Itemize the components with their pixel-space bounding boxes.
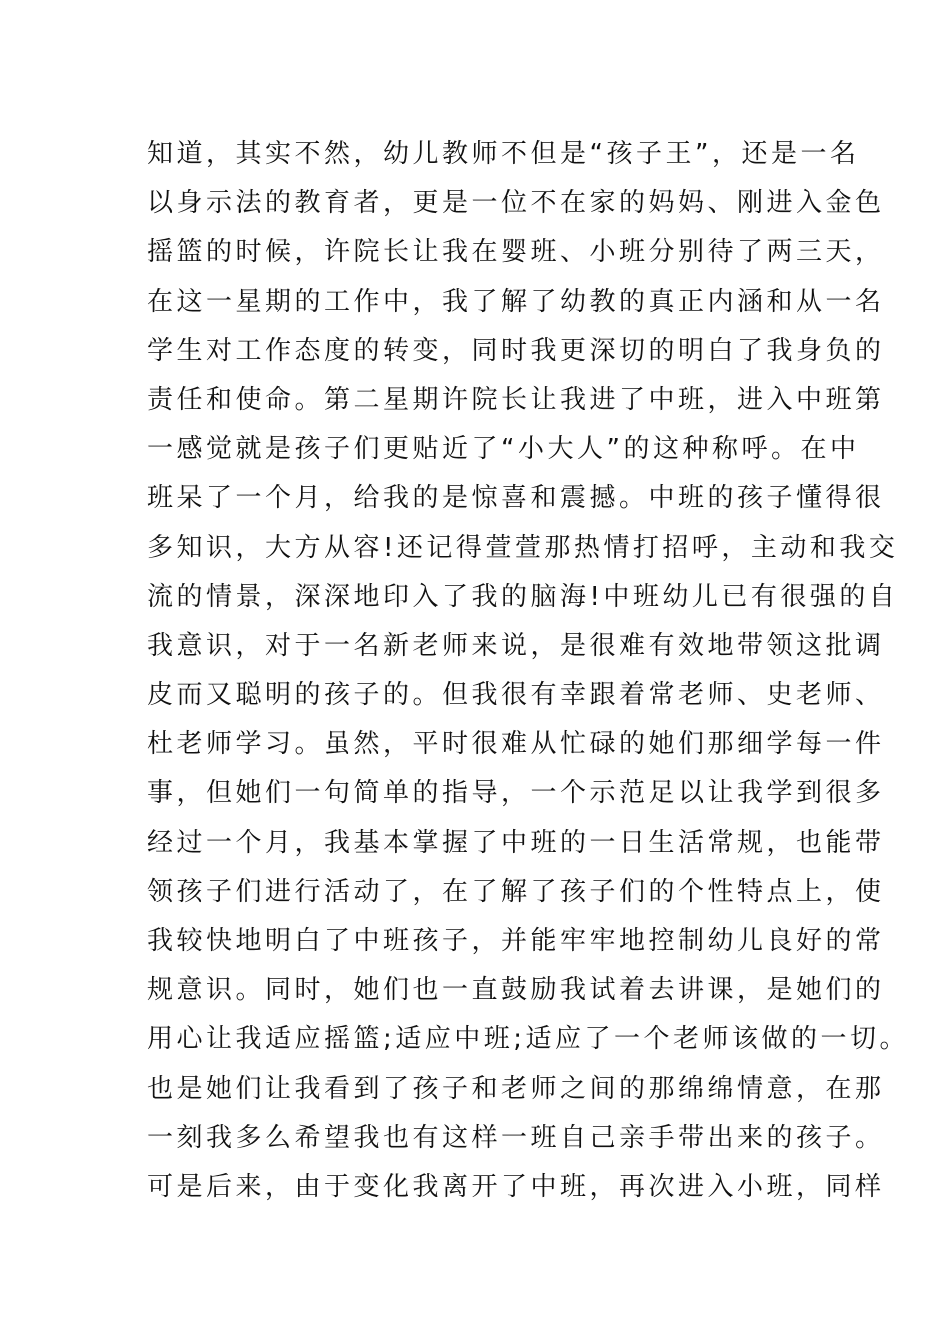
text-line: 学生对工作态度的转变，同时我更深切的明白了我身负的 bbox=[147, 335, 885, 366]
text-line: 也是她们让我看到了孩子和老师之间的那绵绵情意，在那 bbox=[147, 1073, 885, 1104]
text-line: 知道，其实不然，幼儿教师不但是“孩子王”，还是一名 bbox=[147, 139, 860, 169]
text-line: 我较快地明白了中班孩子，并能牢牢地控制幼儿良好的常 bbox=[147, 926, 885, 956]
text-line: 事，但她们一句简单的指导，一个示范足以让我学到很多 bbox=[147, 778, 885, 809]
text-line: 可是后来，由于变化我离开了中班，再次进入小班，同样 bbox=[147, 1171, 885, 1202]
text-line: 规意识。同时，她们也一直鼓励我试着去讲课，是她们的 bbox=[147, 975, 885, 1006]
body-text bbox=[147, 130, 910, 1212]
text-line: 我意识，对于一名新老师来说，是很难有效地带领这批调 bbox=[147, 630, 885, 661]
text-line: 以身示法的教育者，更是一位不在家的妈妈、刚进入金色 bbox=[147, 188, 885, 219]
text-line: 杜老师学习。虽然，平时很难从忙碌的她们那细学每一件 bbox=[147, 729, 885, 760]
text-line: 用心让我适应摇篮;适应中班;适应了一个老师该做的一切。 bbox=[147, 1024, 910, 1055]
text-line: 经过一个月，我基本掌握了中班的一日生活常规，也能带 bbox=[147, 827, 885, 858]
text-line: 多知识，大方从容!还记得萱萱那热情打招呼，主动和我交 bbox=[147, 532, 899, 563]
text-line: 一刻我多么希望我也有这样一班自己亲手带出来的孩子。 bbox=[147, 1122, 885, 1153]
text-line: 摇篮的时候，许院长让我在婴班、小班分别待了两三天， bbox=[147, 237, 885, 268]
text-line: 责任和使命。第二星期许院长让我进了中班，进入中班第 bbox=[147, 384, 885, 415]
text-line: 一感觉就是孩子们更贴近了“小大人”的这种称呼。在中 bbox=[147, 434, 860, 465]
text-line: 皮而又聪明的孩子的。但我很有幸跟着常老师、史老师、 bbox=[147, 680, 885, 711]
text-line: 在这一星期的工作中，我了解了幼教的真正内涵和从一名 bbox=[147, 286, 885, 317]
text-line: 流的情景，深深地印入了我的脑海!中班幼儿已有很强的自 bbox=[147, 581, 899, 612]
text-line: 班呆了一个月，给我的是惊喜和震撼。中班的孩子懂得很 bbox=[147, 483, 885, 514]
text-line: 领孩子们进行活动了，在了解了孩子们的个性特点上，使 bbox=[147, 876, 885, 907]
